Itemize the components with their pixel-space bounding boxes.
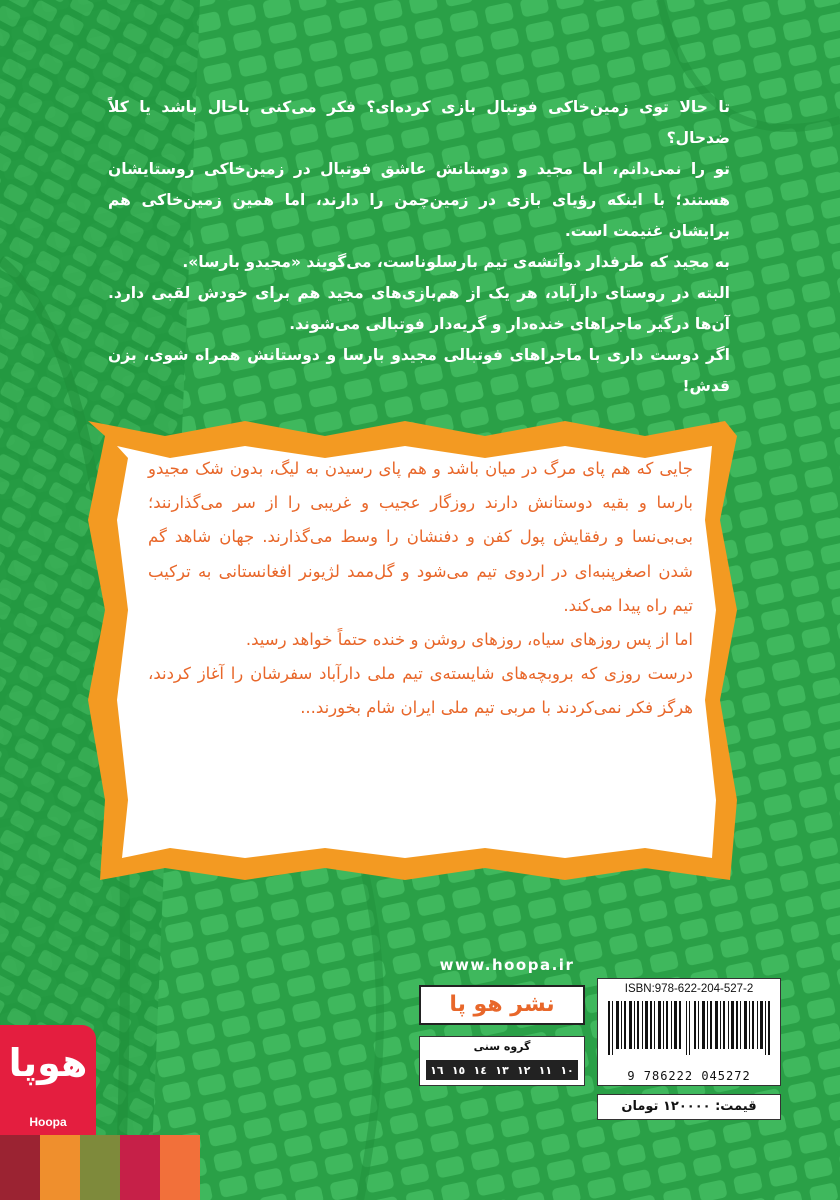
age-number: ١١ [538, 1063, 553, 1077]
age-number: ١٤ [473, 1063, 487, 1077]
publisher-website[interactable]: www.hoopa.ir [439, 956, 575, 974]
price-label: قیمت: ١٢٠٠٠٠ تومان [597, 1094, 781, 1120]
age-number: ١٣ [495, 1063, 509, 1077]
age-group-strip [426, 1060, 578, 1080]
intro-paragraph: البته در روستای دارآباد، هر یک از هم‌بازی‌های مجید هم برای خودش لقبی دارد. آن‌ها درگیر ماجراهای خنده‌دار و گریه‌دار فوتبالی می‌شوند. [108, 284, 730, 333]
isbn-box [597, 978, 781, 1086]
synopsis-text [148, 452, 693, 726]
color-stripe [0, 1135, 40, 1200]
synopsis-paragraph: اما از پس روزهای سیاه، روزهای روشن و خنده حتماً خواهد رسید. [245, 630, 693, 650]
hoopa-logo [0, 1025, 96, 1135]
age-number: ١٦ [430, 1063, 444, 1077]
barcode-icon [608, 1001, 770, 1055]
intro-paragraph: تو را نمی‌دانم، اما مجید و دوستانش عاشق فوتبال در زمین‌خاکی روستایشان هستند؛ با اینکه رؤیای بازی در زمین‌چمن را دارند، اما همین زمین‌خاکی هم برایشان غنیمت است. [108, 160, 730, 240]
publisher-name: نشر هو پا [419, 985, 585, 1025]
color-stripe [120, 1135, 160, 1200]
synopsis-paragraph: جایی که هم پای مرگ در میان باشد و هم پای رسیدن به لیگ، بدون شک مجیدو بارسا و بقیه دوستانش دارند روزگار عجیب و غریبی را از سر می‌گذارنند؛ بی‌بی‌نسا و رفقایش پول کفن و دفنشان را وسط می‌گذارند. جهان شاهد گم شدن اصغرپنبه‌ای در اردوی تیم می‌شود و گل‌ممد لژیونر افغانستانی به ترکیب تیم راه پیدا می‌کند. [148, 459, 693, 615]
logo-subtitle: Hoopa [29, 1115, 67, 1129]
age-group-box [419, 1036, 585, 1086]
age-number: ١٠ [560, 1063, 574, 1077]
color-stripe [40, 1135, 80, 1200]
age-group-label: گروه سنی [473, 1040, 531, 1053]
intro-paragraph: اگر دوست داری با ماجراهای فوتبالی مجیدو بارسا و دوستانش همراه شوی، بزن قدش! [108, 346, 730, 395]
intro-paragraph: تا حالا توی زمین‌خاکی فوتبال بازی کرده‌ای؟ فکر می‌کنی باحال باشد یا کلاً ضدحال؟ [108, 98, 730, 147]
age-number: ١٢ [516, 1063, 531, 1077]
color-stripes [0, 1135, 200, 1200]
color-stripe [80, 1135, 120, 1200]
isbn-label: ISBN:978-622-204-527-2 [624, 983, 754, 995]
age-number: ١٥ [451, 1063, 466, 1077]
color-stripe [160, 1135, 200, 1200]
intro-paragraph: به مجید که طرفدار دوآتشه‌ی تیم بارسلوناست، می‌گویند «مجیدو بارسا». [182, 253, 730, 271]
logo-text: هوپا [8, 1041, 88, 1085]
synopsis-paragraph: درست روزی که بروبچه‌های شایسته‌ی تیم ملی دارآباد سفرشان را آغاز کردند، هرگز فکر نمی‌کردند با مربی تیم ملی ایران شام بخورند... [148, 664, 693, 718]
isbn-digits: 9 786222 045272 [627, 1069, 751, 1083]
